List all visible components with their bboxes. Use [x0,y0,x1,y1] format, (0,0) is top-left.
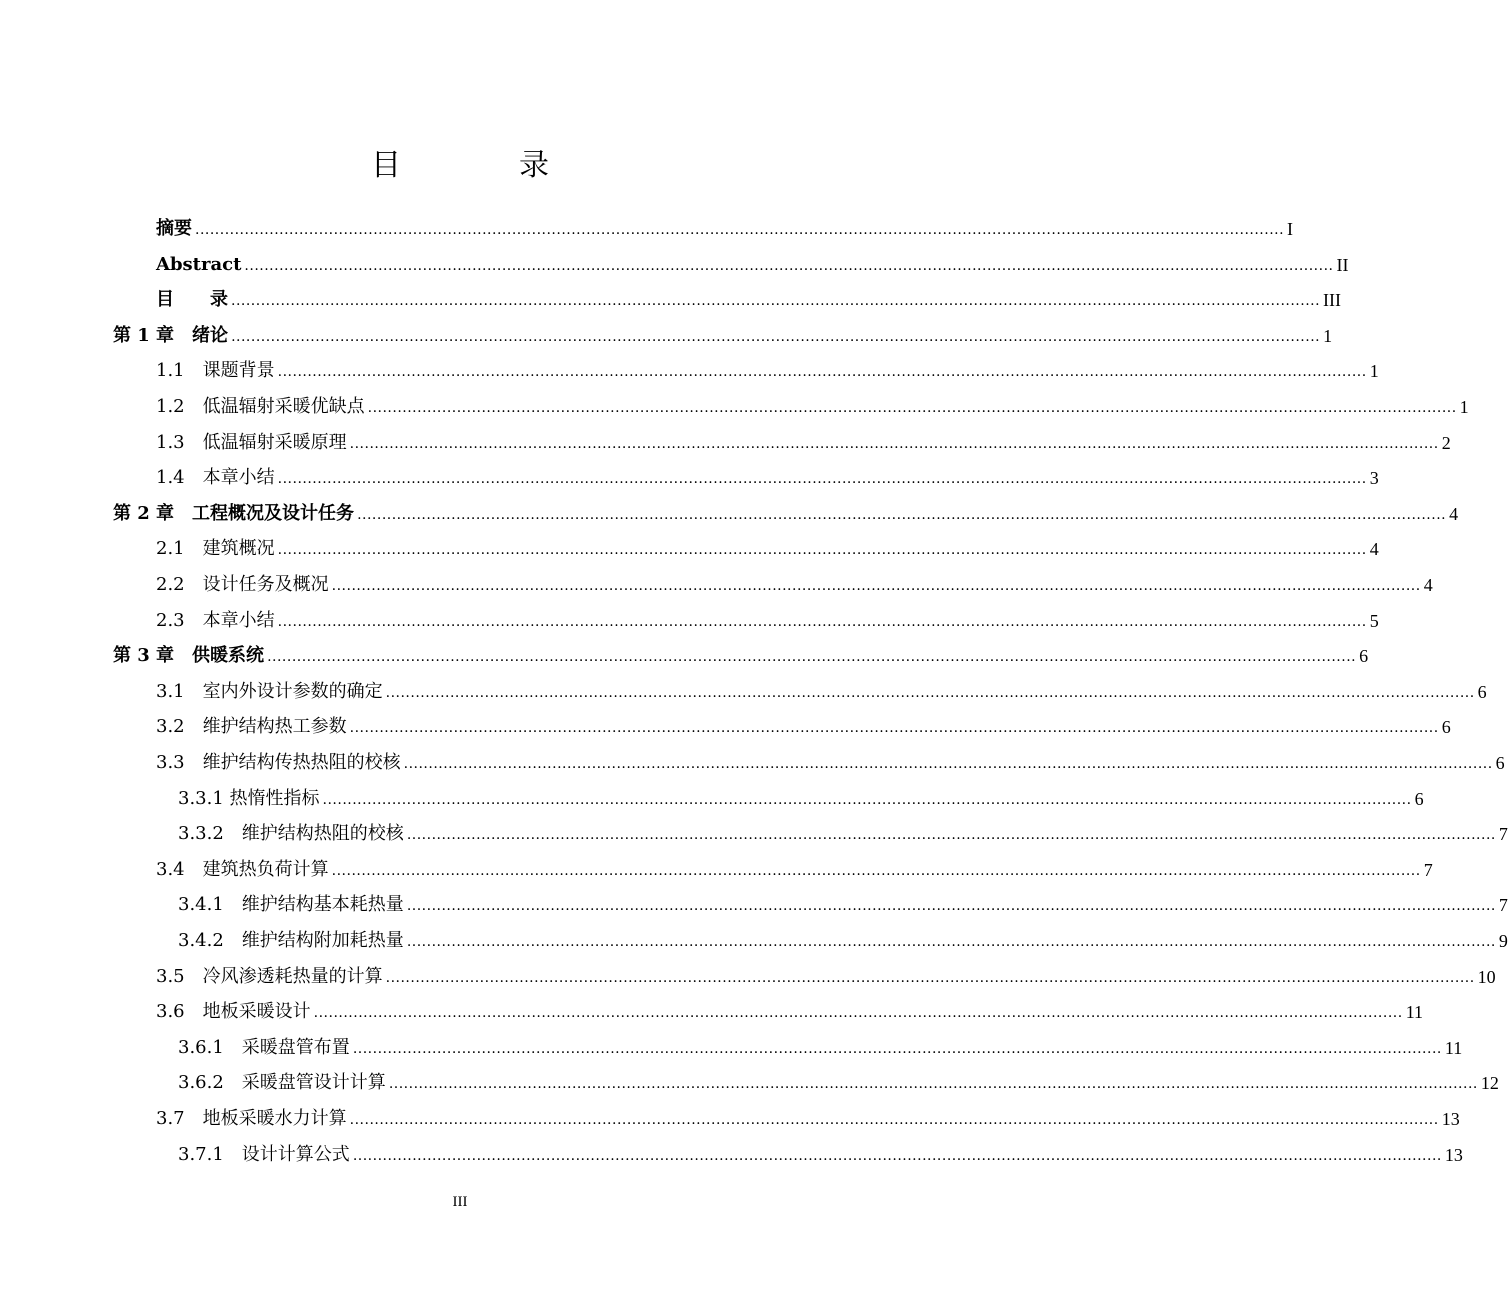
toc-entry-page-number: 7 [1423,859,1433,880]
toc-entry[interactable] [156,958,1496,988]
dot-leader: ............................................................................................................................................................................................................................ [244,257,1334,274]
toc-entry-label: 3.7.1 设计计算公式 [178,1143,350,1165]
toc-entry-label: 1.1 课题背景 [156,360,275,382]
toc-entry-page-number: 13 [1444,1144,1463,1165]
toc-entry-label: 3.4.2 维护结构附加耗热量 [178,930,404,951]
toc-entry-page-number: 1 [1369,361,1379,382]
toc-entry[interactable] [156,1100,1460,1130]
toc-entry-page-number: 12 [1480,1073,1499,1094]
toc-entry-label: 第 2 章 工程概况及设计任务 [113,502,355,524]
toc-entry-page-number: 6 [1495,753,1505,773]
dot-leader: ............................................................................................................................................................................................................................ [367,400,1457,416]
toc-entry-page-number: 4 [1369,539,1379,560]
toc-entry-page-number: 3 [1369,468,1379,489]
toc-entry[interactable] [113,495,1459,525]
dot-leader: ............................................................................................................................................................................................................................ [231,293,1321,310]
toc-entry-page-number: 6 [1477,681,1487,702]
toc-entry-label: 1.2 低温辐射采暖优缺点 [156,396,365,417]
dot-leader: ............................................................................................................................................................................................................................ [406,827,1496,844]
toc-entry[interactable] [156,459,1379,489]
toc-entry-page-number: 7 [1498,824,1508,845]
toc-entry[interactable] [178,780,1424,810]
toc-entry-page-number: III [1323,290,1342,311]
toc-entry[interactable] [178,815,1508,845]
toc-entry-page-number: 9 [1498,931,1508,951]
toc-entry-page-number: 4 [1423,575,1433,595]
toc-entry-label: 3.6.1 采暖盘管布置 [178,1036,350,1058]
toc-entry-label: 3.6.2 采暖盘管设计计算 [178,1072,386,1094]
toc-entry-label: 3.4.1 维护结构基本耗热量 [178,894,404,916]
toc-entry-page-number: II [1336,254,1349,275]
dot-leader: ............................................................................................................................................................................................................................ [385,969,1475,986]
toc-entry-label: 第 3 章 供暖系统 [113,645,265,667]
toc-entry[interactable] [178,1064,1499,1094]
toc-entry[interactable] [156,673,1487,703]
toc-entry[interactable] [156,352,1379,382]
toc-entry-label: 3.4 建筑热负荷计算 [156,858,329,880]
toc-entry-label: 1.4 本章小结 [156,467,275,489]
toc-entry[interactable] [178,886,1508,916]
dot-leader: ............................................................................................................................................................................................................................ [388,1076,1478,1093]
toc-entry-label: 目 录 [156,289,228,311]
toc-entry[interactable] [156,851,1433,881]
toc-entry[interactable] [156,566,1433,596]
dot-leader: ............................................................................................................................................................................................................................ [385,684,1475,701]
toc-entry[interactable] [156,530,1379,560]
toc-entry-label: 摘要 [156,218,192,239]
toc-entry[interactable] [156,744,1505,774]
toc-entry-page-number: 5 [1369,610,1379,631]
toc-entry-page-number: I [1287,219,1294,239]
toc-entry-label: 3.1 室内外设计参数的确定 [156,680,383,702]
toc-entry-label: 3.6 地板采暖设计 [156,1001,311,1023]
dot-leader: ............................................................................................................................................................................................................................ [357,506,1447,523]
toc-entry[interactable] [178,922,1508,952]
dot-leader: ............................................................................................................................................................................................................................ [277,364,1367,381]
toc-entry-page-number: 1 [1459,397,1469,417]
toc-entry-label: Abstract [156,253,242,275]
dot-leader: ............................................................................................................................................................................................................................ [331,578,1421,594]
toc-entry-label: 1.3 低温辐射采暖原理 [156,431,347,453]
toc-entry-page-number: 2 [1441,432,1451,453]
dot-leader: ............................................................................................................................................................................................................................ [403,756,1493,772]
dot-leader: ............................................................................................................................................................................................................................ [267,649,1357,666]
toc-entry[interactable] [156,210,1294,240]
dot-leader: ............................................................................................................................................................................................................................ [349,435,1439,452]
dot-leader: ............................................................................................................................................................................................................................ [406,898,1496,915]
toc-entry-label: 3.7 地板采暖水力计算 [156,1108,347,1129]
dot-leader: ............................................................................................................................................................................................................................ [352,1147,1442,1164]
toc-entry[interactable] [156,708,1451,738]
dot-leader: ............................................................................................................................................................................................................................ [406,934,1496,950]
toc-entry-page-number: 11 [1444,1037,1463,1058]
dot-leader: ............................................................................................................................................................................................................................ [277,471,1367,488]
toc-entry[interactable] [156,602,1379,632]
toc-entry[interactable] [156,246,1349,276]
dot-leader: ............................................................................................................................................................................................................................ [322,791,1412,808]
toc-entry[interactable] [113,637,1369,667]
toc-entry[interactable] [156,424,1451,454]
dot-leader: ............................................................................................................................................................................................................................ [277,542,1367,559]
dot-leader: ............................................................................................................................................................................................................................ [195,222,1285,238]
toc-entry-label: 2.2 设计任务及概况 [156,574,329,595]
toc-entry-label: 3.5 冷风渗透耗热量的计算 [156,965,383,987]
toc-entry-label: 2.1 建筑概况 [156,538,275,560]
page-number-footer: III [452,1194,468,1210]
toc-entry[interactable] [113,317,1333,347]
toc-entry-page-number: 7 [1498,895,1508,916]
toc-entry-page-number: 11 [1405,1002,1424,1023]
toc-entry-page-number: 6 [1359,646,1369,667]
toc-entry[interactable] [178,1136,1463,1166]
toc-entry-page-number: 13 [1441,1109,1460,1129]
toc-entry-page-number: 4 [1449,503,1459,524]
toc-entry[interactable] [156,993,1424,1023]
toc-entry-label: 第 1 章 绪论 [113,324,229,346]
toc-entry-label: 3.2 维护结构热工参数 [156,716,347,738]
dot-leader: ............................................................................................................................................................................................................................ [331,862,1421,879]
toc-entry[interactable] [156,281,1342,311]
dot-leader: ............................................................................................................................................................................................................................ [349,720,1439,737]
toc-entry-label: 3.3 维护结构传热热阻的校核 [156,752,401,773]
toc-entry-label: 3.3.1 热惰性指标 [178,787,320,809]
toc-entry[interactable] [156,388,1469,418]
toc-entry-page-number: 10 [1477,966,1496,987]
dot-leader: ............................................................................................................................................................................................................................ [231,328,1321,345]
toc-entry-page-number: 6 [1441,717,1451,738]
toc-entry-page-number: 1 [1323,325,1333,346]
toc-entry-label: 3.3.2 维护结构热阻的校核 [178,823,404,845]
toc-entry-label: 2.3 本章小结 [156,609,275,631]
dot-leader: ............................................................................................................................................................................................................................ [277,613,1367,630]
dot-leader: ............................................................................................................................................................................................................................ [313,1005,1403,1022]
toc-entry[interactable] [178,1029,1463,1059]
dot-leader: ............................................................................................................................................................................................................................ [349,1112,1439,1128]
page-title: 目 录 [371,148,593,183]
toc-entry-page-number: 6 [1414,788,1424,809]
dot-leader: ............................................................................................................................................................................................................................ [352,1040,1442,1057]
